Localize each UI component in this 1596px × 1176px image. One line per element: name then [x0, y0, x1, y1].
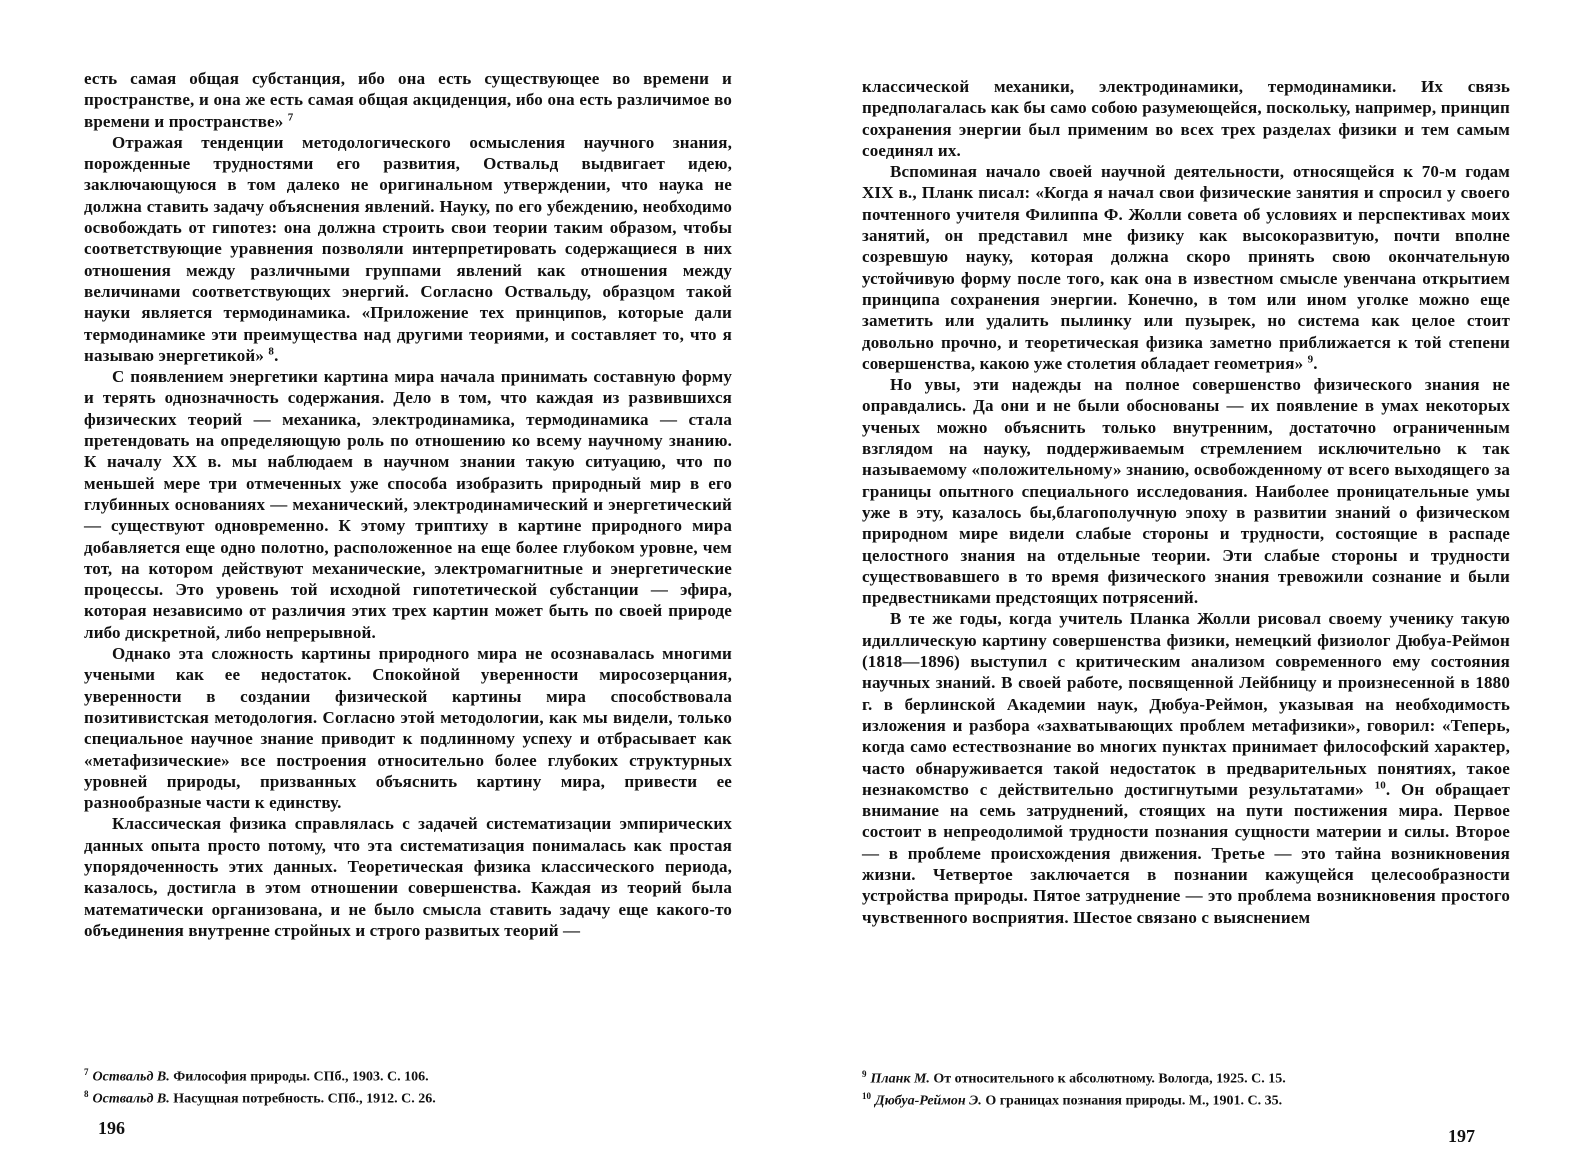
paragraph-text: есть самая общая субстанция, ибо она есть существующее во времени и пространстве, и она же есть самая общая акциденция, ибо она есть различимое во времени и пространстве» — [84, 69, 732, 131]
footnote-text: Философия природы. СПб., 1903. С. 106. — [169, 1069, 429, 1085]
paragraph — [862, 161, 1510, 374]
paragraph: Классическая физика справлялась с задачей систематизации эмпирических данных опыта просто потому, что эта систематизация понималась как простая упорядоченность этих данных. Теоретическая физика классического периода, казалось, достигла в этом отношении совершенства. Каждая из теорий была математически организована, и не было смысла ставить задачу еще какого-то объединения внутренне стройных и строго развитых теорий — — [84, 814, 732, 940]
paragraph — [84, 132, 732, 366]
page-number: 196 — [98, 1118, 125, 1138]
paragraph-tail: . — [274, 345, 279, 365]
footnote-number: 9 — [862, 1069, 867, 1079]
footnote-text: Насущная потребность. СПб., 1912. С. 26. — [169, 1091, 436, 1107]
page-number: 197 — [1448, 1126, 1475, 1146]
footnote-number: 7 — [84, 1067, 89, 1077]
footnote-author: Планк М. — [870, 1071, 930, 1087]
footnote-author: Оствальд В. — [92, 1069, 170, 1085]
footnote-number: 8 — [84, 1088, 89, 1099]
footnote-ref: 9 — [1307, 353, 1314, 366]
footnote — [84, 1064, 732, 1086]
paragraph — [862, 608, 1510, 927]
footnote-text: О границах познания природы. М., 1901. С. 35. — [981, 1093, 1283, 1109]
footnote-number: 10 — [862, 1090, 871, 1101]
footnotes — [862, 1066, 1510, 1109]
paragraph: С появлением энергетики картина мира начала принимать составную форму и терять однозначность содержания. Дело в том, что каждая из развившихся физических теорий — механика, электродинамика, термодинамика — стала претендовать на определяющую роль по отношению ко всему научному знанию. К началу XX в. мы наблюдаем в научном знании такую ситуацию, что по меньшей мере три отмеченных уже способа изобразить природный мир в его глубинных основаниях — механический, электродинамический и энергетический — существуют одновременно. К этому триптиху в картине природного мира добавляется еще одно полотно, расположенное на еще более глубоком уровне, чем тот, на котором действуют механические, электромагнитные и энергетические процессы. Это уровень той исходной гипотетической субстанции — эфира, которая независимо от различия этих трех картин может быть по своей природе либо дискретной, либо непрерывной. — [84, 367, 732, 642]
footnote — [84, 1086, 732, 1108]
footnote — [862, 1088, 1510, 1110]
footnote-author: Дюбуа-Реймон Э. — [875, 1093, 982, 1109]
paragraph: Однако эта сложность картины природного мира не осознавалась многими учеными как ее недостаток. Спокойной уверенности миросозерцания, уверенности в создании физической картины мира способствовала позитивистская методология. Согласно этой методологии, как мы видели, только специальное научное знание приводит к подлинному успеху и отбрасывает как «метафизические» все построения относительно более глубоких структурных уровней природы, призванных объяснить картину мира, привести ее разнообразные части к единству. — [84, 644, 732, 813]
left-text-column — [84, 68, 732, 941]
paragraph: Но увы, эти надежды на полное совершенство физического знания не оправдались. Да они и не были обоснованы — их появление в умах некоторых ученых можно объяснить только внутренним, достаточно ограниченным взглядом на науку, поддерживаемым стремлением исключительно к так называемому «положительному» знанию, освобожденному от всего выходящего за границы опытного специального исследования. Наиболее проницательные умы уже в эту, казалось бы,благополучную эпоху в развитии знаний о физическом природном мире видели слабые стороны и трудности, состоящие в распаде целостного знания на отдельные теории. Эти слабые стороны и трудности существовавшего в то время физического знания тревожили сознание и были предвестниками предстоящих потрясений. — [862, 375, 1510, 608]
footnote — [862, 1066, 1510, 1088]
paragraph-text: Отражая тенденции методологического осмысления научного знания, порожденные трудностями его развития, Оствальд выдвигает идею, заключающуюся в том далеко не оригинальном утверждении, что наука не должна ставить задачу объяснения явлений. Науку, по его убеждению, необходимо освобождать от гипотез: она должна строить свои теории таким образом, чтобы соответствующие уравнения позволяли интерпретировать содержащиеся в них отношения между различными группами явлений как отношения между величинами соответствующих энергий. Согласно Оствальду, образцом такой науки является термодинамика. «Приложение тех принципов, которые дали термодинамике эти преимущества над другими теориями, и составляет то, что я называю энергетикой» — [84, 132, 732, 365]
paragraph-tail: . — [1313, 353, 1318, 373]
right-page — [798, 0, 1596, 1176]
footnote-ref: 7 — [287, 110, 294, 123]
right-text-column — [862, 76, 1510, 928]
paragraph — [84, 68, 732, 132]
paragraph-text: Вспоминая начало своей научной деятельности, относящейся к 70-м годам XIX в., Планк писал: «Когда я начал свои физические занятия и спросил у своего почтенного учителя Филиппа Ф. Жолли совета об условиях и перспективах моих занятий, он представил мне физику как высокоразвитую, почти вполне созревшую науку, которая должна скоро принять свою окончательную устойчивую форму после того, как она в известном смысле увенчана открытием принципа сохранения энергии. Конечно, в том или ином уголке можно еще заметить или удалить пылинку или пузырек, но система как целое стоит довольно прочно, и теоретическая физика заметно приближается к той степени совершенства, какою уже столетия обладает геометрия» — [862, 162, 1510, 373]
footnotes — [84, 1064, 732, 1107]
footnote-text: От относительного к абсолютному. Вологда, 1925. С. 15. — [929, 1071, 1286, 1087]
footnote-author: Оствальд В. — [92, 1091, 170, 1107]
paragraph-text: В те же годы, когда учитель Планка Жолли рисовал своему ученику такую идиллическую картину совершенства физики, немецкий физиолог Дюбуа-Реймон (1818—1896) выступил с критическим анализом современного ему состояния научных знаний. В своей работе, посвященной Лейбницу и произнесенной в 1880 г. в берлинской Академии наук, Дюбуа-Реймон, указывая на необходимость изложения и разбора «захватывающих проблем метафизики», говорил: «Теперь, когда само естествознание во многих пунктах принимает философский характер, часто обнаруживается такой недостаток в предварительных понятиях, такое незнакомство с действительно достигнутыми результатами» — [862, 609, 1510, 799]
footnote-ref: 8 — [268, 345, 275, 358]
paragraph: классической механики, электродинамики, термодинамики. Их связь предполагалась как бы само собою разумеющейся, поскольку, например, принцип сохранения энергии был применим во всех трех разделах физики и тем самым соединял их. — [862, 77, 1510, 160]
paragraph-tail: . Он обращает внимание на семь затруднений, стоящих на пути постижения мира. Первое состоит в непреодолимой трудности познания сущности материи и силы. Второе — в проблеме происхождения движения. Третье — это тайна возникновения жизни. Четвертое заключается в познании кажущейся целесообразности устройства природы. Пятое затруднение — это проблема возникновения простого чувственного восприятия. Шестое связано с выяснением — [862, 779, 1511, 927]
footnote-ref: 10 — [1374, 779, 1386, 792]
